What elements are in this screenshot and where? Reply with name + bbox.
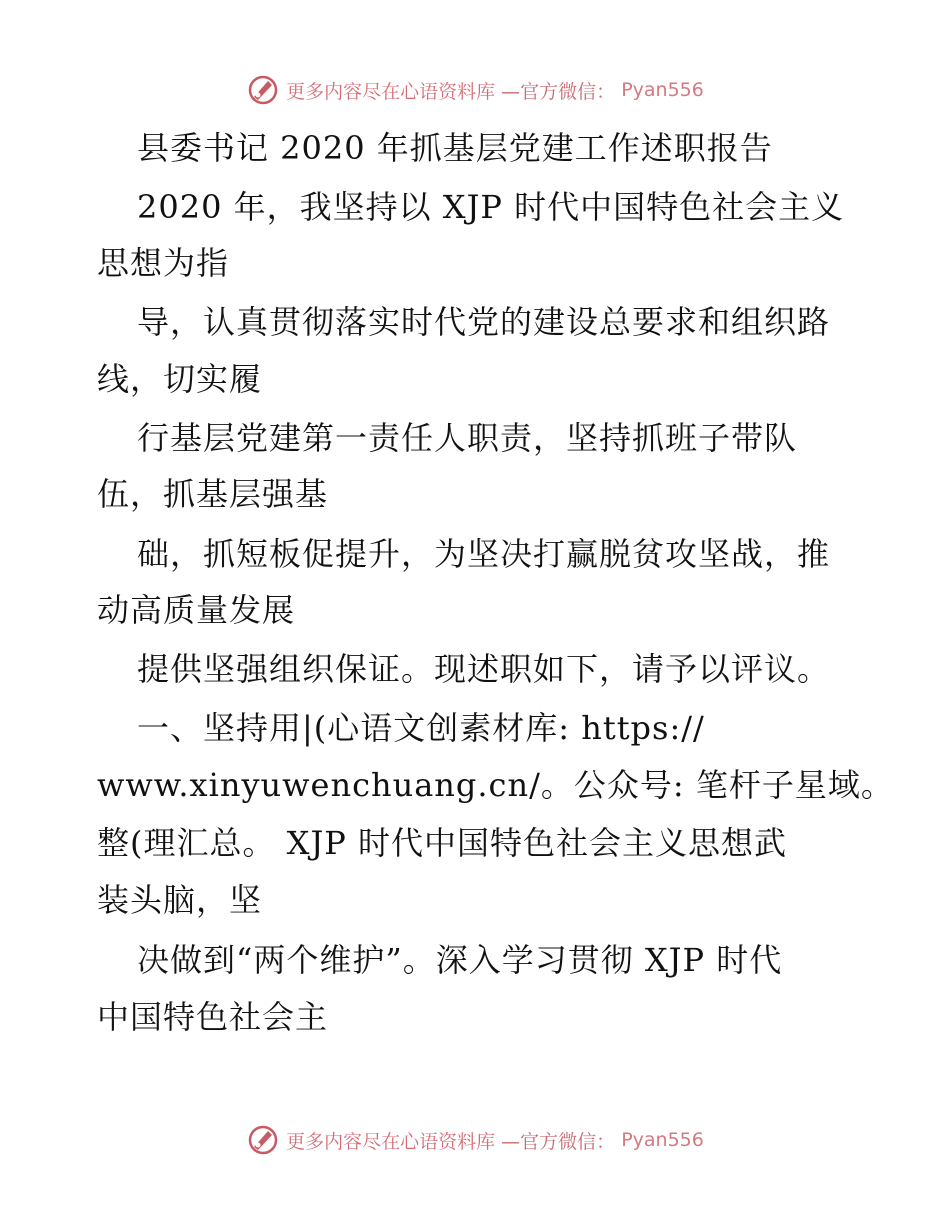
section-heading-line: 一、坚持用|(心语文创素材库: https:// bbox=[137, 709, 705, 747]
paragraph-line: 础，抓短板促提升，为坚决打赢脱贫攻坚战，推 bbox=[137, 535, 831, 573]
document-title: 县委书记 2020 年抓基层党建工作述职报告 bbox=[137, 129, 773, 167]
watermark-separator-text: —官方微信： bbox=[501, 80, 616, 103]
watermark-id-text: Pyan556 bbox=[621, 79, 704, 101]
watermark-separator-text: —官方微信： bbox=[501, 1130, 616, 1153]
paragraph-line: 2020 年，我坚持以 XJP 时代中国特色社会主义 bbox=[137, 188, 845, 226]
paragraph-line: www.xinyuwenchuang.cn/。公众号: 笔杆子星域。 bbox=[97, 766, 894, 804]
paragraph-line: 动高质量发展 bbox=[97, 591, 296, 629]
watermark-id-text: Pyan556 bbox=[621, 1129, 704, 1151]
paragraph-line: 行基层党建第一责任人职责，坚持抓班子带队 bbox=[137, 419, 798, 457]
paragraph-line: 思想为指 bbox=[97, 244, 230, 282]
paragraph-line: 提供坚强组织保证。现述职如下，请予以评议。 bbox=[137, 650, 831, 688]
paragraph-line: 伍，抓基层强基 bbox=[97, 475, 329, 513]
watermark-main-text: 更多内容尽在心语资料库 bbox=[286, 80, 496, 103]
paragraph-line: 整(理汇总。 XJP 时代中国特色社会主义思想武 bbox=[97, 824, 787, 862]
watermark-main-text: 更多内容尽在心语资料库 bbox=[286, 1130, 496, 1153]
pen-nib-circle-icon bbox=[246, 1123, 280, 1157]
paragraph-line: 中国特色社会主 bbox=[97, 998, 329, 1036]
watermark-banner-bottom bbox=[0, 1120, 950, 1160]
paragraph-line: 决做到“两个维护”。深入学习贯彻 XJP 时代 bbox=[137, 941, 783, 979]
paragraph-line: 导，认真贯彻落实时代党的建设总要求和组织路 bbox=[137, 303, 831, 341]
paragraph-line: 线，切实履 bbox=[97, 360, 263, 398]
paragraph-line: 装头脑，坚 bbox=[97, 881, 263, 919]
